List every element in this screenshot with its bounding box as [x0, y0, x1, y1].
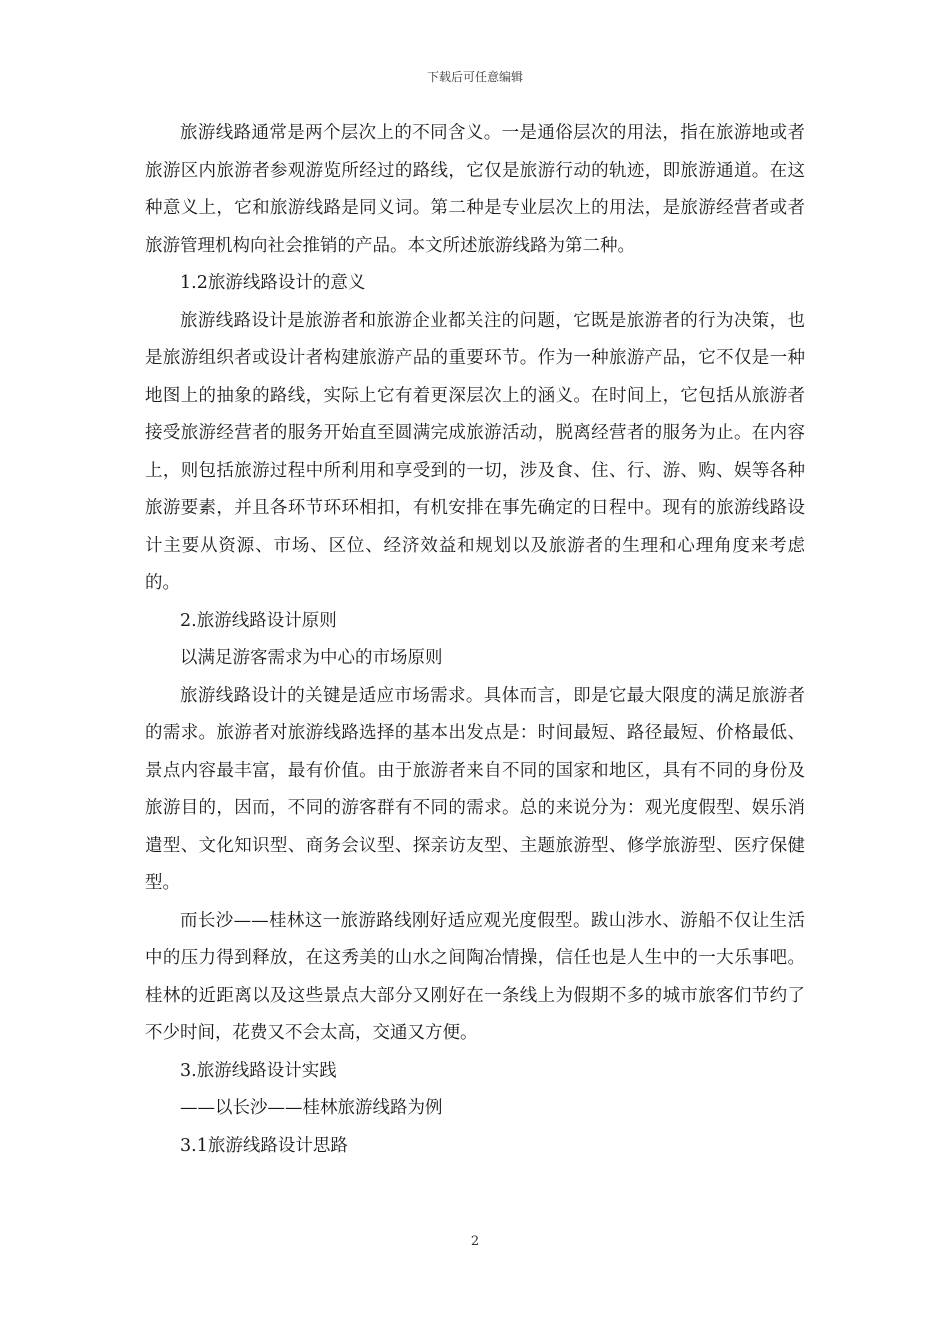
document-body — [145, 115, 805, 1165]
paragraph-definition: 旅游线路通常是两个层次上的不同含义。一是通俗层次的用法，指在旅游地或者旅游区内旅游者参观游览所经过的路线，它仅是旅游行动的轨迹，即旅游通道。在这种意义上，它和旅游线路是同义词。第二种是专业层次上的用法，是旅游经营者或者旅游管理机构向社会推销的产品。本文所述旅游线路为第二种。 — [145, 123, 805, 256]
subheading-example: ——以长沙——桂林旅游线路为例 — [180, 1098, 443, 1118]
section-heading-3: 3.旅游线路设计实践 — [180, 1060, 337, 1081]
paragraph-market-demand: 旅游线路设计的关键是适应市场需求。具体而言，即是它最大限度的满足旅游者的需求。旅游者对旅游线路选择的基本出发点是：时间最短、路径最短、价格最低、景点内容最丰富，最有价值。由于旅游者来自不同的国家和地区，具有不同的身份及旅游目的，因而，不同的游客群有不同的需求。总的来说分为：观光度假型、娱乐消遣型、文化知识型、商务会议型、探亲访友型、主题旅游型、修学旅游型、医疗保健型。 — [145, 685, 805, 893]
paragraph-changsha-guilin: 而长沙——桂林这一旅游路线刚好适应观光度假型。跋山涉水、游船不仅让生活中的压力得到释放，在这秀美的山水之间陶冶情操，信任也是人生中的一大乐事吧。桂林的近距离以及这些景点大部分又刚好在一条线上为假期不多的城市旅客们节约了不少时间，花费又不会太高，交通又方便。 — [145, 910, 805, 1043]
paragraph-significance: 旅游线路设计是旅游者和旅游企业都关注的问题，它既是旅游者的行为决策，也是旅游组织者或设计者构建旅游产品的重要环节。作为一种旅游产品，它不仅是一种地图上的抽象的路线，实际上它有着更深层次上的涵义。在时间上，它包括从旅游者接受旅游经营者的服务开始直至圆满完成旅游活动，脱离经营者的服务为止。在内容上，则包括旅游过程中所利用和享受到的一切，涉及食、住、行、游、购、娱等各种旅游要素，并且各环节环环相扣，有机安排在事先确定的日程中。现有的旅游线路设计主要从资源、市场、区位、经济效益和规划以及旅游者的生理和心理角度来考虑的。 — [145, 310, 805, 593]
section-heading-1-2: 1.2旅游线路设计的意义 — [180, 273, 366, 293]
section-heading-3-1: 3.1旅游线路设计思路 — [180, 1135, 348, 1156]
page-number: 2 — [470, 1234, 480, 1249]
page-header: 下载后可任意编辑 — [426, 70, 523, 84]
section-heading-2: 2.旅游线路设计原则 — [180, 610, 337, 631]
subheading-market-principle: 以满足游客需求为中心的市场原则 — [180, 648, 443, 668]
